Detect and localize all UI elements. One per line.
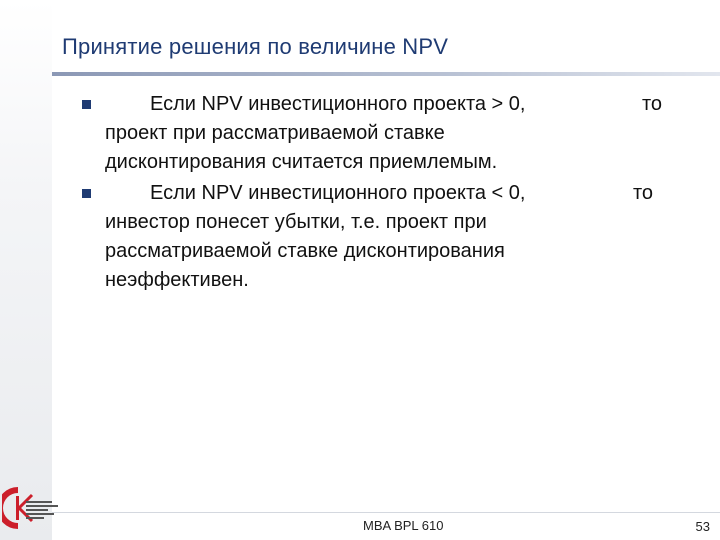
square-bullet-icon	[82, 189, 91, 198]
footer-course-label: MBA BPL 610	[363, 518, 444, 533]
bullet-2-line-2: инвестор понесет убытки, т.е. проект при	[105, 211, 487, 233]
bullet-item-2	[105, 179, 670, 295]
institution-logo	[2, 486, 72, 530]
bullet-2-line-3: рассматриваемой ставке дисконтирования	[105, 240, 505, 262]
bullet-item-1	[105, 90, 670, 177]
bullet-2-line-1-end: то	[633, 182, 654, 204]
bullet-2-line-1-text: Если NPV инвестиционного проекта < 0,	[150, 182, 526, 204]
bullet-1-line-1	[105, 90, 670, 119]
page-number: 53	[695, 519, 710, 534]
square-bullet-icon	[82, 100, 91, 109]
bullet-1-line-3: дисконтирования считается приемлемым.	[105, 151, 498, 173]
bullet-2-line-4: неэффективен.	[105, 269, 249, 291]
title-divider	[52, 72, 720, 76]
bullet-1-line-1-end: то	[642, 93, 663, 115]
bullet-2-line-1	[105, 179, 670, 208]
bullet-1-line-2: проект при рассматриваемой ставке	[105, 122, 445, 144]
slide-title: Принятие решения по величине NPV	[62, 34, 449, 59]
footer-divider	[52, 512, 720, 513]
bullet-1-line-1-text: Если NPV инвестиционного проекта > 0,	[150, 93, 526, 115]
left-sidebar-band	[0, 0, 52, 540]
